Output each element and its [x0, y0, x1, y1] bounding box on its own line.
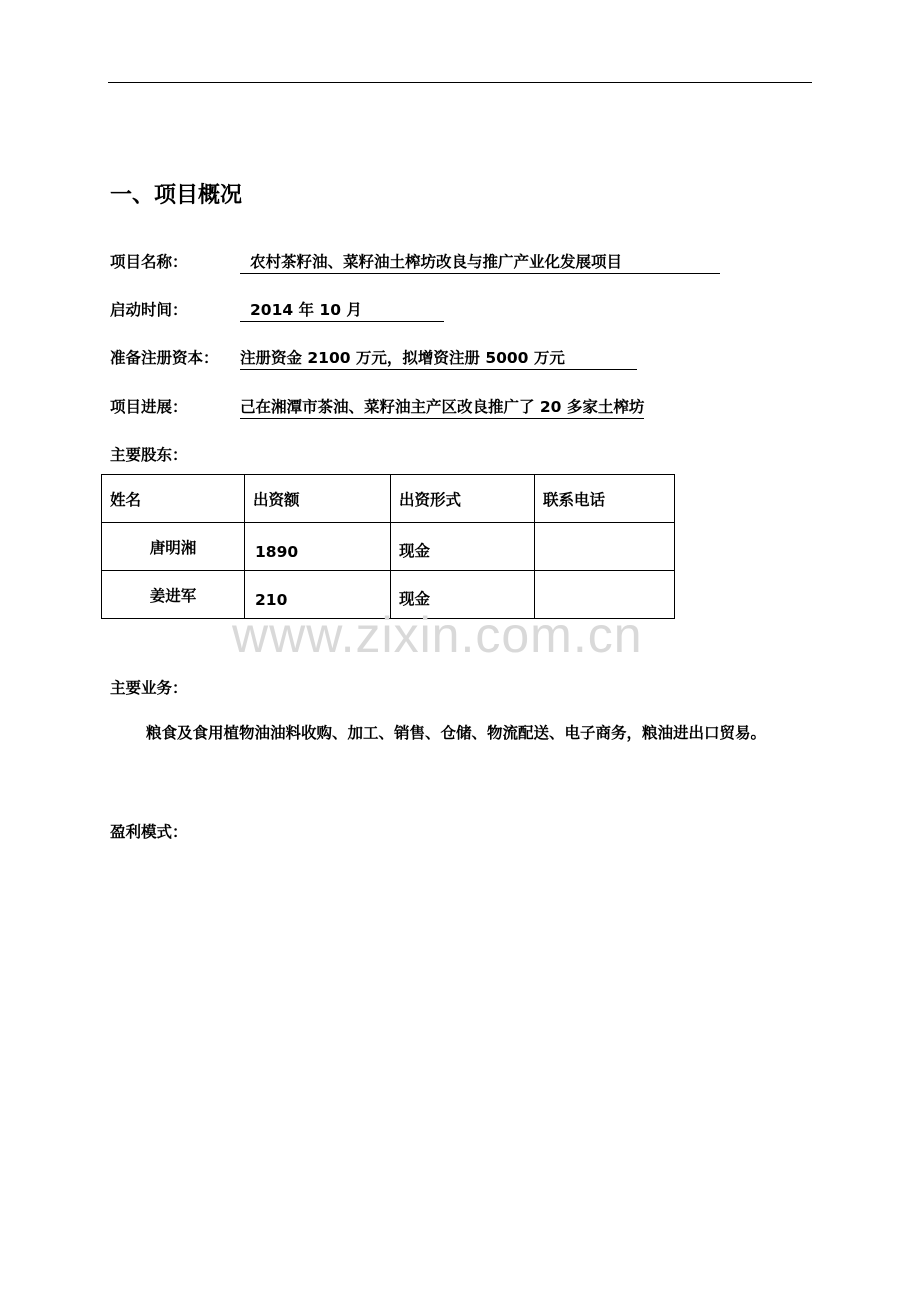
- watermark: www.zixin.com.cn: [232, 607, 643, 663]
- business-text: 粮食及食用植物油油料收购、加工、销售、仓储、物流配送、电子商务，粮油进出口贸易。: [146, 724, 767, 742]
- start-time-label: 启动时间：: [110, 301, 188, 319]
- header-label: 出资形式: [399, 490, 462, 509]
- shareholders-table: [101, 474, 675, 619]
- shareholder-amount-cell: [245, 523, 391, 571]
- progress-value-field: [240, 395, 644, 419]
- shareholder-name-cell: [102, 571, 245, 619]
- header-cell-form: [391, 475, 535, 523]
- progress-label: 项目进展：: [110, 398, 188, 416]
- shareholder-name: 姜进军: [149, 586, 197, 605]
- business-label: 主要业务：: [110, 679, 188, 697]
- table-row: [102, 523, 675, 571]
- capital-value-field: [240, 346, 637, 370]
- shareholders-label: 主要股东：: [110, 446, 188, 464]
- header-label: 姓名: [110, 490, 142, 509]
- header-label: 联系电话: [543, 490, 606, 509]
- shareholder-form: 现金: [399, 589, 431, 608]
- shareholder-name-cell: [102, 523, 245, 571]
- table-header-row: [102, 475, 675, 523]
- shareholder-form-cell: [391, 523, 535, 571]
- header-cell-name: [102, 475, 245, 523]
- start-time-value: 2014 年 10 月: [250, 301, 362, 319]
- header-cell-phone: [535, 475, 675, 523]
- project-name-value-field: [240, 250, 720, 274]
- shareholder-phone-cell: [535, 523, 675, 571]
- shareholder-form: 现金: [399, 541, 431, 560]
- capital-value: 注册资金 2100 万元，拟增资注册 5000 万元: [240, 349, 565, 367]
- progress-value: 己在湘潭市茶油、菜籽油主产区改良推广了 20 多家土榨坊: [240, 398, 645, 416]
- header-label: 出资额: [253, 490, 300, 509]
- section-title: 一、项目概况: [110, 183, 243, 208]
- start-time-value-field: [240, 298, 444, 322]
- shareholder-amount: 1890: [255, 542, 299, 561]
- shareholder-name: 唐明湘: [149, 538, 197, 557]
- project-name-label: 项目名称：: [110, 253, 188, 271]
- shareholder-amount: 210: [255, 590, 288, 609]
- header-cell-amount: [245, 475, 391, 523]
- capital-label: 准备注册资本：: [110, 349, 219, 367]
- header-rule: [108, 82, 812, 83]
- profit-model-label: 盈利模式：: [110, 823, 188, 841]
- project-name-value: 农村茶籽油、菜籽油土榨坊改良与推广产业化发展项目: [250, 253, 623, 271]
